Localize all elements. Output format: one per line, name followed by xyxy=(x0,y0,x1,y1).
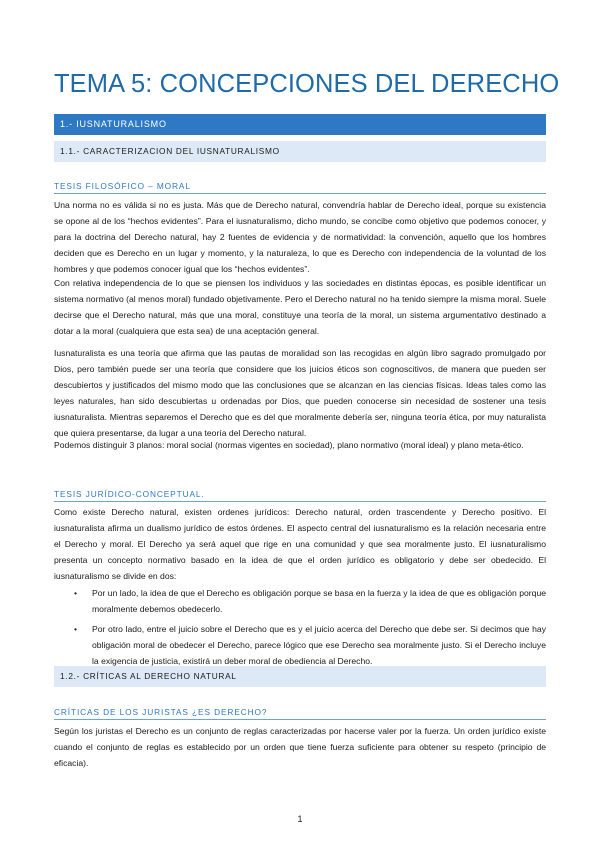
list-item: • Por un lado, la idea de que el Derecho es obligación porque se basa en la fuerza y la idea de que es obligación porque moralmente debemos obedecerlo. xyxy=(54,585,546,617)
paragraph-relativa-independencia: Con relativa independencia de lo que se piensen los individuos y las sociedades en distintas épocas, es posible identificar un sistema normativo (al menos moral) fundado objetivamente. Pero el Derecho natural no ha tenido siempre la misma moral. Suele decirse que el Derecho natural, más que una moral, constituye una teoría de la moral, un sistema argumentativo destinado a dotar a la moral (cualquiera que esta sea) de una aceptación general. xyxy=(54,278,546,336)
paragraph-iusnaturalista-teoria: Iusnaturalista es una teoría que afirma que las pautas de moralidad son las recogidas en algún libro sagrado promulgado por Dios, pero también puede ser una teoría que considere que los juicios éticos son cognoscitivos, de manera que pueden ser descubiertos y justificados del mismo modo que las conclusiones que se alcanzan en las ciencias físicas. Ideas tales como las leyes naturales, han sido descubiertas u ordenadas por Dios, que pueden conocerse sin necesidad de sostener una tesis iusnaturalista. Mientras separemos el Derecho que es del que moralmente debería ser, ninguna teoría ética, por muy naturalista que quiera presentarse, da lugar a una teoría del Derecho natural. xyxy=(54,348,546,438)
bullet-icon: • xyxy=(74,588,78,598)
list-item: • Por otro lado, entre el juicio sobre el Derecho que es y el juicio acerca del Derecho que debe ser. Si decimos que hay obligación moral de obedecer el Derecho, parece lógico que ese Derecho sea moralmente justo. Si el Derecho incluye la exigencia de justicia, existirá un deber moral de obediencia al Derecho. xyxy=(54,621,546,669)
bullet-icon: • xyxy=(74,624,78,634)
page-number: 1 xyxy=(297,814,303,824)
paragraph-segun-juristas: Según los juristas el Derecho es un conjunto de reglas caracterizadas por hacerse valer por la fuerza. Un orden jurídico existe cuando el conjunto de reglas es establecido por un orden que tiene fuerza suficiente para obtener su respeto (principio de eficacia). xyxy=(54,726,546,768)
paragraph-existe-derecho-natural: Como existe Derecho natural, existen ordenes jurídicos: Derecho natural, orden trascendente y Derecho positivo. El iusnaturalista afirma un dualismo jurídico de estos órdenes. El aspecto central del iusnaturalismo es la relación necesaria entre el Derecho y moral. El Derecho ya será aquel que rige en una comunidad y que sea moralmente justo. El iusnaturalismo presenta un concepto normativo basado en la idea de que el orden jurídico es obligatorio y debe ser obedecido. El iusnaturalismo se divide en dos: xyxy=(54,507,546,581)
paragraph-tres-planos: Podemos distinguir 3 planos: moral social (normas vigentes en sociedad), plano normativo (moral ideal) y plano meta-ético. xyxy=(54,440,524,450)
heading-tesis-juridico-conceptual: TESIS JURÍDICO-CONCEPTUAL. xyxy=(54,489,546,502)
subsection-heading-criticas: 1.2.- CRÍTICAS AL DERECHO NATURAL xyxy=(54,666,546,687)
heading-tesis-filosofico-moral: TESIS FILOSÓFICO – MORAL xyxy=(54,181,546,194)
paragraph-norma-valida: Una norma no es válida si no es justa. Más que de Derecho natural, convendría hablar de Derecho ideal, porque su existencia se opone al de los “hechos evidentes”. Para el iusnaturalismo, dicho mundo, se concibe como objetivo que podemos conocer, y para la doctrina del Derecho natural, hay 2 fuentes de evidencia y de normatividad: la convención, aquello que los hombres deciden que es Derecho en un lugar y momento, y la naturaleza, lo que es Derecho con independencia de la voluntad de los hombres y que podemos conocer igual que los “hechos evidentes”. xyxy=(54,200,546,274)
bullet-list xyxy=(54,585,546,673)
subsection-heading-caracterizacion: 1.1.- CARACTERIZACION DEL IUSNATURALISMO xyxy=(54,141,546,162)
heading-criticas-juristas: CRÍTICAS DE LOS JURISTAS ¿ES DERECHO? xyxy=(54,707,546,720)
page-title: TEMA 5: CONCEPCIONES DEL DERECHO xyxy=(54,70,560,98)
section-heading-iusnaturalismo: 1.- IUSNATURALISMO xyxy=(54,114,546,135)
